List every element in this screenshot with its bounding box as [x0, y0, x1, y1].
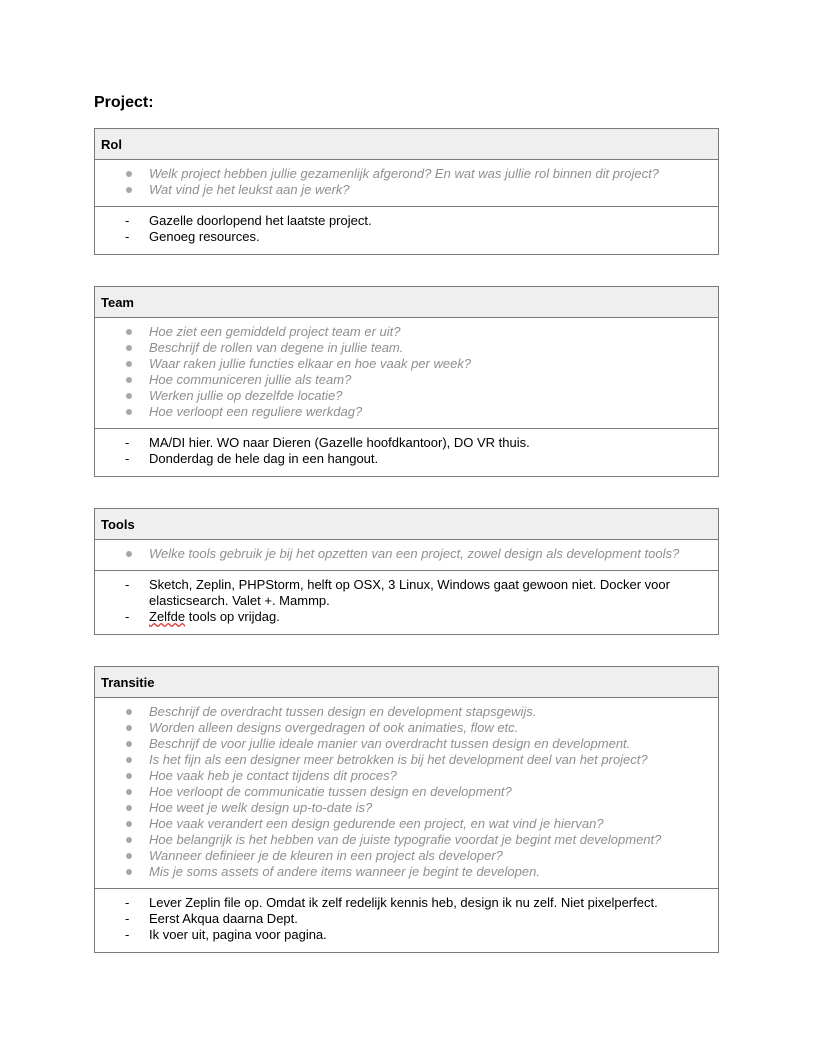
bullet-icon — [126, 805, 132, 811]
dash-icon: - — [125, 229, 130, 244]
spellcheck-word: Zelfde — [149, 609, 186, 624]
section-team — [94, 286, 719, 477]
section-header-transitie: Transitie — [95, 667, 718, 698]
bullet-icon — [126, 377, 132, 383]
answer-item: - Donderdag de hele dag in een hangout. — [125, 451, 379, 466]
answers-transitie — [95, 889, 718, 943]
bullet-icon — [126, 393, 132, 399]
section-transitie — [94, 666, 719, 953]
section-header-rol: Rol — [95, 129, 718, 160]
answer-item: - Zelfde tools op vrijdag. — [125, 609, 280, 624]
bullet-icon — [126, 361, 132, 367]
questions-tools — [95, 540, 718, 571]
bullet-icon — [126, 187, 132, 193]
answer-item: - Eerst Akqua daarna Dept. — [125, 911, 298, 926]
section-header-tools: Tools — [95, 509, 718, 540]
question-item: Hoe communiceren jullie als team? — [95, 372, 718, 388]
answer-item: - Lever Zeplin file op. Omdat ik zelf redelijk kennis heb, design ik nu zelf. Niet pixelperfect. — [125, 895, 658, 910]
bullet-icon — [126, 869, 132, 875]
dash-icon: - — [125, 927, 130, 942]
bullet-icon — [126, 551, 132, 557]
question-item: Wat vind je het leukst aan je werk? — [95, 182, 718, 198]
question-item: Beschrijf de overdracht tussen design en development stapsgewijs. — [95, 704, 718, 720]
answers-team — [95, 429, 718, 467]
question-item: Hoe verloopt een reguliere werkdag? — [95, 404, 718, 420]
answer-item: - Genoeg resources. — [125, 229, 260, 244]
question-item: Beschrijf de voor jullie ideale manier van overdracht tussen design en development. — [95, 736, 718, 752]
question-item: Is het fijn als een designer meer betrokken is bij het development deel van het project? — [95, 752, 718, 768]
answer-item: - Ik voer uit, pagina voor pagina. — [125, 927, 327, 942]
question-item: Wanneer definieer je de kleuren in een project als developer? — [95, 848, 718, 864]
dash-icon: - — [125, 435, 130, 450]
bullet-icon — [126, 725, 132, 731]
question-item: Welk project hebben jullie gezamenlijk afgerond? En wat was jullie rol binnen dit project? — [95, 166, 718, 182]
dash-icon: - — [125, 213, 130, 228]
question-item: Mis je soms assets of andere items wanneer je begint te developen. — [95, 864, 718, 880]
dash-icon: - — [125, 451, 130, 466]
dash-icon: - — [125, 609, 130, 624]
question-item: Hoe ziet een gemiddeld project team er uit? — [95, 324, 718, 340]
bullet-icon — [126, 821, 132, 827]
bullet-icon — [126, 853, 132, 859]
answers-tools — [95, 571, 718, 625]
bullet-icon — [126, 345, 132, 351]
question-item: Welke tools gebruik je bij het opzetten van een project, zowel design als development tools? — [95, 546, 718, 562]
question-item: Worden alleen designs overgedragen of ook animaties, flow etc. — [95, 720, 718, 736]
answer-item: - MA/DI hier. WO naar Dieren (Gazelle hoofdkantoor), DO VR thuis. — [125, 435, 530, 450]
question-item: Hoe belangrijk is het hebben van de juiste typografie voordat je begint met development? — [95, 832, 718, 848]
answer-item: - Gazelle doorlopend het laatste project. — [125, 213, 372, 228]
bullet-icon — [126, 741, 132, 747]
answers-rol — [95, 207, 718, 245]
dash-icon: - — [125, 911, 130, 926]
section-tools — [94, 508, 719, 635]
question-item: Hoe verloopt de communicatie tussen design en development? — [95, 784, 718, 800]
question-item: Waar raken jullie functies elkaar en hoe vaak per week? — [95, 356, 718, 372]
bullet-icon — [126, 709, 132, 715]
questions-rol — [95, 160, 718, 207]
questions-team — [95, 318, 718, 429]
question-item: Werken jullie op dezelfde locatie? — [95, 388, 718, 404]
bullet-icon — [126, 773, 132, 779]
dash-icon: - — [125, 895, 130, 910]
dash-icon: - — [125, 577, 130, 592]
section-header-team: Team — [95, 287, 718, 318]
question-item: Hoe vaak verandert een design gedurende een project, en wat vind je hiervan? — [95, 816, 718, 832]
question-item: Hoe weet je welk design up-to-date is? — [95, 800, 718, 816]
answer-item: - Sketch, Zeplin, PHPStorm, helft op OSX, 3 Linux, Windows gaat gewoon niet. Docker voor elasticsearch. Valet +. Mammp. — [125, 577, 670, 608]
bullet-icon — [126, 409, 132, 415]
questions-transitie — [95, 698, 718, 889]
bullet-icon — [126, 789, 132, 795]
section-rol — [94, 128, 719, 255]
question-item: Hoe vaak heb je contact tijdens dit proces? — [95, 768, 718, 784]
bullet-icon — [126, 757, 132, 763]
bullet-icon — [126, 171, 132, 177]
bullet-icon — [126, 329, 132, 335]
question-item: Beschrijf de rollen van degene in jullie team. — [95, 340, 718, 356]
page-title: Project: — [94, 94, 154, 111]
bullet-icon — [126, 837, 132, 843]
